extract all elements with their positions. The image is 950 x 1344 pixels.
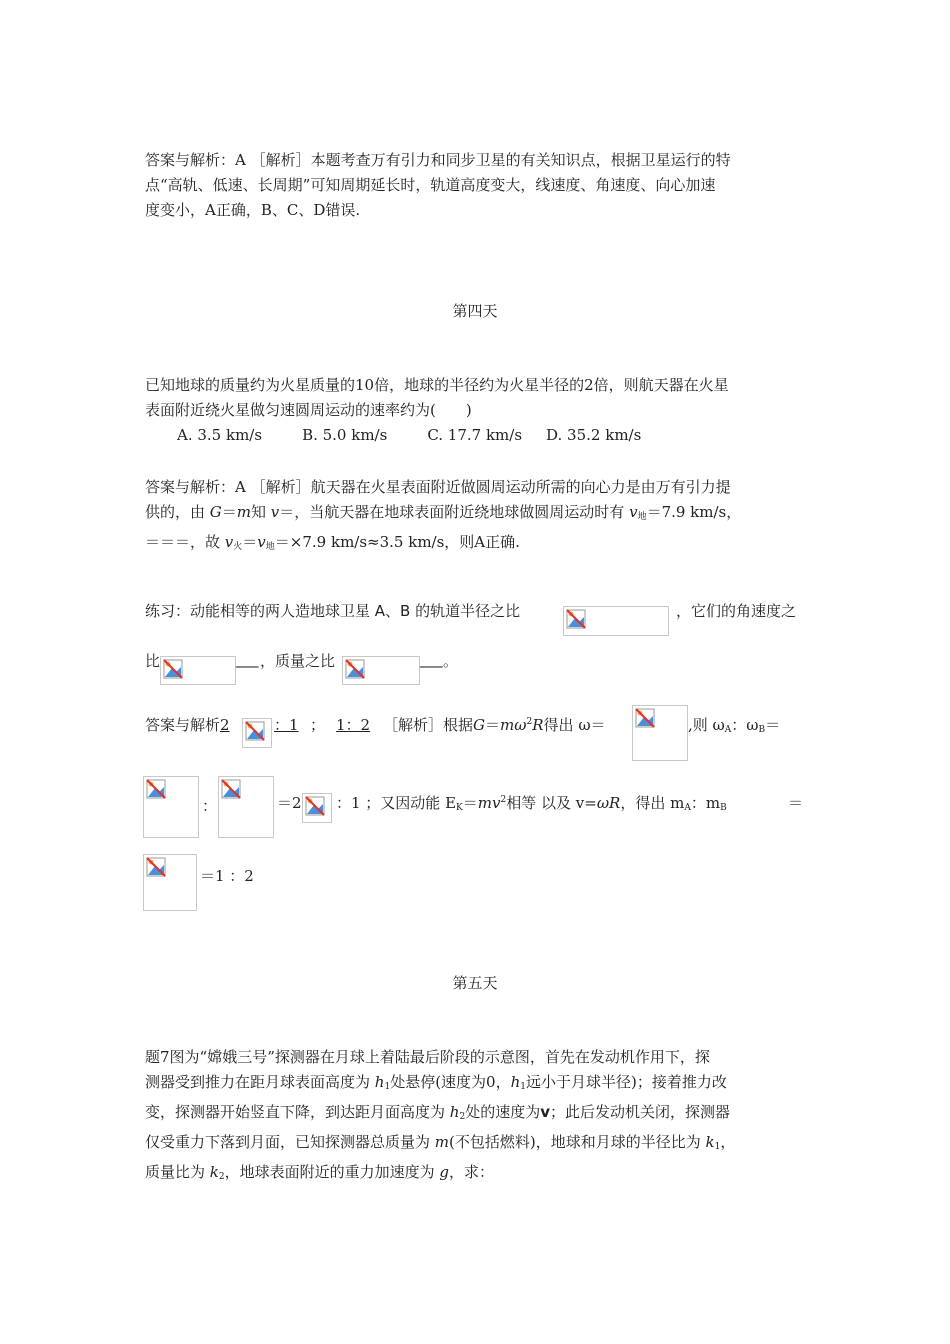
- answer-line: 答案与解析：A ［解析］航天器在火星表面附近做圆周运动所需的向心力是由万有引力提: [145, 478, 731, 496]
- question-line: 质量比为 $k_2$，地球表面附近的重力加速度为 g，求：: [145, 1163, 495, 1182]
- practice-mass-ratio: ，质量之比: [260, 652, 336, 670]
- day4-question: [145, 373, 807, 448]
- ratio-answer: 1：2: [336, 716, 371, 734]
- day3-answer: [145, 148, 807, 223]
- question-line: 题7图为“嫦娥三号”探测器在月球上着陆最后阶段的示意图，首先在发动机作用下，探: [145, 1048, 710, 1066]
- answer-blank: ___: [420, 650, 443, 668]
- question-line: 测器受到推力在距月球表面高度为 $h_1$处悬停(速度为0，$h_1$远小于月球半径)；接着推力改: [145, 1073, 727, 1092]
- practice-period: 。: [443, 652, 459, 670]
- equals-two: ＝2: [277, 794, 302, 812]
- derivation-text: ［解析］根据$G=m\omega^2R$得出 ω＝: [383, 716, 606, 734]
- question-line: 仅受重力下落到月面，已知探测器总质量为 m(不包括燃料)，地球和月球的半径比为 $k_1$，: [145, 1133, 736, 1152]
- answer-blank: ___: [236, 650, 259, 668]
- broken-image-icon: [342, 656, 420, 685]
- kinetic-energy-text: ：1 ；又因动能 $E_K=mv^2$相等 以及 v=ωR，得出 $m_A$：$m_B$: [336, 794, 727, 813]
- day3-answer-line: 度变小，A正确，B、C、D错误.: [145, 201, 361, 219]
- broken-image-icon: [218, 776, 274, 838]
- practice-line-1: 练习：动能相等的两人造地球卫星 A、B 的轨道半径之比: [145, 602, 521, 620]
- equals-sign: ＝: [788, 794, 804, 812]
- day5-title: 第五天: [452, 974, 498, 992]
- day4-answer: [145, 475, 807, 560]
- day4-title: 第四天: [452, 302, 498, 320]
- broken-image-icon: [143, 776, 199, 838]
- broken-image-icon: [143, 854, 197, 911]
- option-d: D. 35.2 km/s: [546, 426, 642, 444]
- option-b: B. 5.0 km/s: [302, 426, 388, 444]
- option-a: A. 3.5 km/s: [177, 426, 263, 444]
- broken-image-icon: [242, 718, 272, 748]
- broken-image-icon: [302, 793, 332, 823]
- practice-answer-row-1: 答案与解析2: [145, 716, 230, 734]
- options-row: [145, 423, 807, 448]
- separator: ：: [202, 797, 218, 815]
- question-line: 已知地球的质量约为火星质量的10倍，地球的半径约为火星半径的2倍，则航天器在火星: [145, 376, 729, 394]
- broken-image-icon: [563, 606, 669, 636]
- question-line: 变，探测器开始竖直下降，到达距月面高度为 $h_2$处的速度为v；此后发动机关闭，探测器: [145, 1103, 730, 1122]
- day3-answer-line: 答案与解析：A ［解析］本题考查万有引力和同步卫星的有关知识点，根据卫星运行的特: [145, 151, 731, 169]
- ratio-answer: ：1: [274, 716, 299, 734]
- day5-question: [145, 1045, 807, 1190]
- day3-answer-line: 点“高轨、低速、长周期”可知周期延长时，轨道高度变大，线速度、角速度、向心加速: [145, 176, 716, 194]
- answer-line: 供的，由 G＝m知 v＝，当航天器在地球表面附近绕地球做圆周运动时有 $v_地=7.9$ km/s，: [145, 503, 742, 522]
- answer-line: ＝＝＝，故 $v_火=v_地=\times 7.9$ km/s≈3.5 km/s，则A正确.: [145, 533, 520, 552]
- question-line: 表面附近绕火星做匀速圆周运动的速率约为( ): [145, 401, 472, 419]
- practice-bi: 比: [145, 652, 161, 670]
- broken-image-icon: [160, 656, 236, 685]
- option-c: C. 17.7 km/s: [427, 426, 523, 444]
- omega-ratio-text: ,则 $\omega_A$：$\omega_B=$: [688, 716, 781, 735]
- practice-line-1-end: ，它们的角速度之: [676, 602, 797, 620]
- separator: ；: [310, 716, 326, 734]
- mass-ratio-result: ＝1 ：2: [200, 867, 254, 885]
- broken-image-icon: [632, 705, 688, 761]
